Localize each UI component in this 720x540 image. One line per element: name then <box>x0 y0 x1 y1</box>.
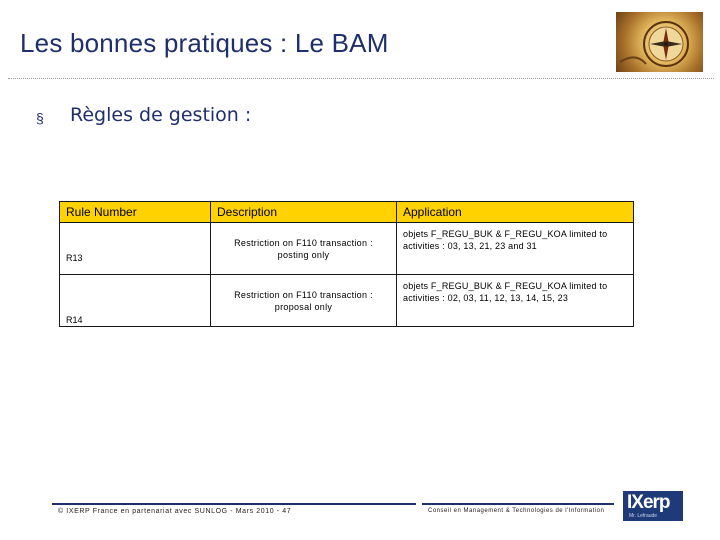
application-cell <box>397 275 634 327</box>
description-cell <box>211 275 397 327</box>
rule-description: Restriction on F110 transaction : proposal only <box>234 290 373 312</box>
footer-divider-left <box>52 503 416 505</box>
rules-table <box>59 201 634 327</box>
table-row <box>60 275 634 327</box>
table-header-row <box>60 202 634 223</box>
footer-tagline: Conseil en Management & Technologies de l'Information <box>428 508 605 514</box>
bullet-marker: § <box>36 110 44 126</box>
header-description: Description <box>211 202 397 223</box>
slide-title: Les bonnes pratiques : Le BAM <box>20 28 389 58</box>
rule-number-cell <box>60 275 211 327</box>
rule-number: R13 <box>66 253 83 263</box>
rule-description: Restriction on F110 transaction : posting only <box>234 238 373 260</box>
table-row <box>60 223 634 275</box>
logo-tagline: Mr. Lefraude <box>629 513 658 519</box>
application-cell <box>397 223 634 275</box>
footer-divider-right <box>422 503 614 505</box>
rule-application: objets F_REGU_BUK & F_REGU_KOA limited to activities : 02, 03, 11, 12, 13, 14, 15, 23 <box>403 281 608 303</box>
logo-text: IXerp <box>627 492 670 513</box>
rule-number-cell <box>60 223 211 275</box>
rule-number: R14 <box>66 315 83 325</box>
title-divider <box>8 78 714 79</box>
compass-image <box>616 12 703 72</box>
description-cell <box>211 223 397 275</box>
header-rule-number: Rule Number <box>60 202 211 223</box>
ixerp-logo <box>623 491 683 521</box>
footer-copyright: © IXERP France en partenariat avec SUNLOG - Mars 2010 - 47 <box>58 508 292 515</box>
section-subtitle: Règles de gestion : <box>70 104 252 126</box>
rule-application: objets F_REGU_BUK & F_REGU_KOA limited to activities : 03, 13, 21, 23 and 31 <box>403 229 608 251</box>
header-application: Application <box>397 202 634 223</box>
